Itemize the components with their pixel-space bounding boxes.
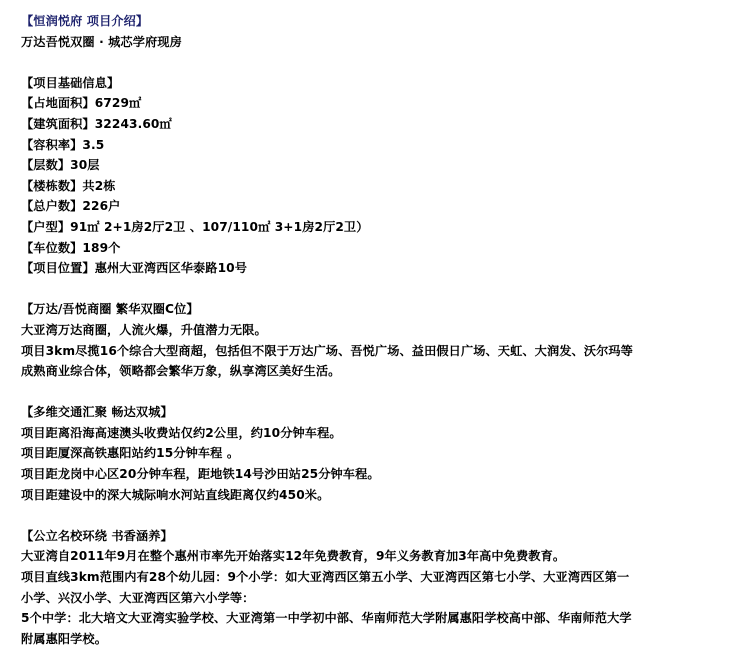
document-subtitle: 万达吾悦双圈 · 城芯学府现房 [21, 34, 182, 49]
basic-info-item: 【户型】91㎡ 2+1房2厅2卫 、107/110㎡ 3+1房2厅2卫） [21, 219, 369, 234]
basic-info-item: 【建筑面积】32243.60㎡ [21, 116, 172, 131]
school-heading: 【公立名校环绕 书香涵养】 [21, 528, 173, 543]
school-line: 大亚湾自2011年9月在整个惠州市率先开始落实12年免费教育，9年义务教育加3年高中免费教育。 [21, 549, 566, 564]
school-line: 项目直线3km范围内有28个幼儿园：9个小学：如大亚湾西区第五小学、大亚湾西区第七小学、大亚湾西区第一 [21, 570, 630, 585]
school-line: 小学、兴汉小学、大亚湾西区第六小学等： [21, 590, 255, 605]
basic-info-item: 【占地面积】6729㎡ [21, 96, 142, 111]
basic-info-item: 【总户数】226户 [21, 199, 121, 214]
basic-info-item: 【层数】30层 [21, 158, 100, 173]
basic-info-item: 【楼栋数】共2栋 [21, 178, 116, 193]
traffic-line: 项目距建设中的深大城际响水河站直线距离仅约450米。 [21, 487, 330, 502]
spacer [21, 52, 737, 73]
spacer [21, 382, 737, 403]
spacer [21, 505, 737, 526]
basic-info-item: 【容积率】3.5 [21, 137, 105, 152]
commerce-line: 项目3km尽揽16个综合大型商超，包括但不限于万达广场、吾悦广场、益田假日广场、天虹、大润发、沃尔玛等 [21, 343, 633, 358]
commerce-heading: 【万达/吾悦商圈 繁华双圈C位】 [21, 302, 199, 317]
commerce-line: 大亚湾万达商圈，人流火爆，升值潜力无限。 [21, 322, 267, 337]
spacer [21, 279, 737, 300]
traffic-line: 项目距离沿海高速澳头收费站仅约2公里，约10分钟车程。 [21, 425, 342, 440]
commerce-line: 成熟商业综合体，领略都会繁华万象，纵享湾区美好生活。 [21, 364, 341, 379]
traffic-line: 项目距龙岗中心区20分钟车程，距地铁14号沙田站25分钟车程。 [21, 467, 380, 482]
traffic-line: 项目距厦深高铁惠阳站约15分钟车程 。 [21, 446, 240, 461]
basic-info-heading: 【项目基础信息】 [21, 75, 120, 90]
school-line: 附属惠阳学校。 [21, 631, 108, 646]
basic-info-item: 【车位数】189个 [21, 240, 121, 255]
traffic-heading: 【多维交通汇聚 畅达双城】 [21, 405, 173, 420]
document-title: 【恒润悦府 项目介绍】 [21, 14, 149, 28]
basic-info-item: 【项目位置】惠州大亚湾西区华泰路10号 [21, 261, 248, 276]
school-line: 5个中学：北大培文大亚湾实验学校、大亚湾第一中学初中部、华南师范大学附属惠阳学校高中部、华南师范大学 [21, 611, 632, 626]
